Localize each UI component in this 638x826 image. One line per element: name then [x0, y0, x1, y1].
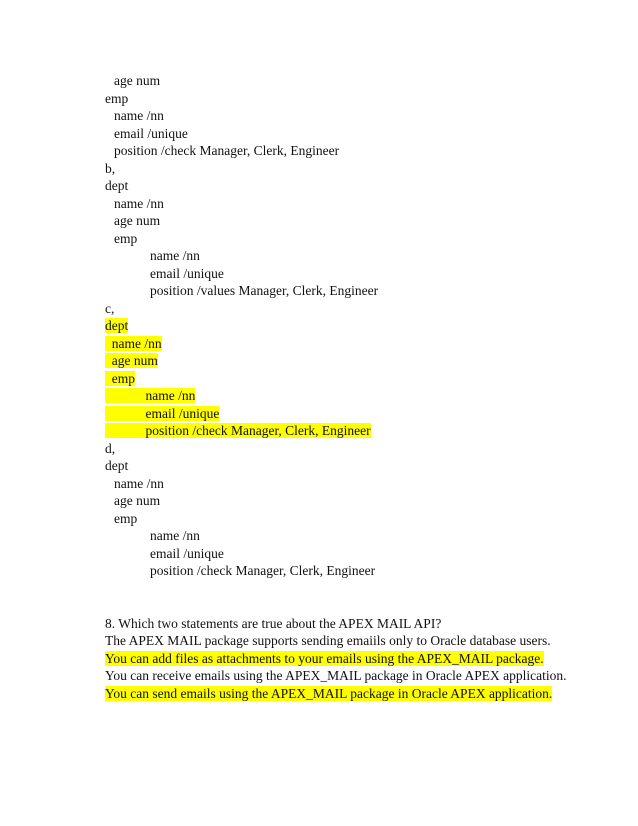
line-text — [105, 388, 195, 403]
line-text: You can send emails using the APEX_MAIL package in Oracle APEX application. — [105, 685, 553, 701]
question-option-highlighted — [105, 685, 605, 703]
text-line — [105, 457, 605, 475]
text-line — [105, 107, 605, 125]
option-label-b — [105, 160, 605, 178]
highlighted-line — [105, 335, 605, 353]
line-text: age num — [114, 213, 161, 228]
line-text-inner: position /check Manager, Clerk, Engineer — [145, 423, 371, 438]
line-text: dept — [105, 318, 129, 333]
line-text: email /unique — [150, 265, 224, 281]
highlighted-line — [105, 370, 605, 388]
line-text: name /nn — [150, 248, 200, 263]
text-line — [105, 195, 605, 213]
line-text: age num — [114, 493, 161, 508]
highlighted-line — [105, 387, 605, 405]
line-text-inner: emp — [111, 370, 135, 386]
text-line — [105, 265, 605, 283]
text-line — [105, 545, 605, 563]
highlighted-line — [105, 422, 605, 440]
line-text — [105, 423, 371, 438]
highlighted-line — [105, 352, 605, 370]
text-line — [105, 230, 605, 248]
text-line — [105, 72, 605, 90]
line-text-inner: email /unique — [145, 405, 220, 421]
line-text: emp — [105, 90, 129, 106]
line-text — [105, 336, 162, 351]
line-text: name /nn — [114, 475, 164, 491]
text-line — [105, 125, 605, 143]
line-text: name /nn — [114, 195, 164, 211]
text-line — [105, 212, 605, 230]
document-content — [105, 72, 605, 702]
highlighted-line — [105, 317, 605, 335]
text-line — [105, 475, 605, 493]
text-line — [105, 177, 605, 195]
question-option-highlighted — [105, 650, 605, 668]
option-label-c — [105, 300, 605, 318]
line-text: name /nn — [114, 108, 164, 123]
line-text-inner: name /nn — [111, 335, 162, 351]
line-text: You can add files as attachments to your emails using the APEX_MAIL package. — [105, 650, 544, 666]
question-option — [105, 632, 605, 650]
text-line — [105, 90, 605, 108]
line-text-inner: age num — [111, 353, 158, 368]
line-text — [105, 406, 219, 421]
line-text: emp — [114, 230, 138, 246]
text-line — [105, 142, 605, 160]
line-text: name /nn — [150, 528, 200, 543]
line-text: b, — [105, 160, 116, 176]
question-option — [105, 667, 605, 685]
line-text-inner: name /nn — [145, 388, 196, 403]
option-label-d — [105, 440, 605, 458]
spacer — [105, 580, 605, 615]
line-text: position /values Manager, Clerk, Engineer — [150, 283, 379, 298]
line-text: position /check Manager, Clerk, Engineer — [114, 143, 340, 158]
line-text: c, — [105, 300, 115, 316]
line-text: The APEX MAIL package supports sending emaiils only to Oracle database users. — [105, 633, 551, 648]
line-text — [105, 353, 158, 368]
line-text: 8. Which two statements are true about the APEX MAIL API? — [105, 615, 442, 631]
text-line — [105, 527, 605, 545]
line-text: dept — [105, 458, 129, 473]
line-text: emp — [114, 510, 138, 526]
text-line — [105, 562, 605, 580]
line-text: d, — [105, 440, 116, 456]
line-text: You can receive emails using the APEX_MAIL package in Oracle APEX application. — [105, 668, 567, 683]
text-line — [105, 247, 605, 265]
line-text: position /check Manager, Clerk, Engineer — [150, 563, 376, 578]
line-text: email /unique — [114, 125, 188, 141]
line-text: age num — [114, 73, 161, 88]
line-text: email /unique — [150, 545, 224, 561]
line-text — [105, 371, 135, 386]
question-title — [105, 615, 605, 633]
line-text: dept — [105, 178, 129, 193]
text-line — [105, 282, 605, 300]
text-line — [105, 510, 605, 528]
highlighted-line — [105, 405, 605, 423]
text-line — [105, 492, 605, 510]
